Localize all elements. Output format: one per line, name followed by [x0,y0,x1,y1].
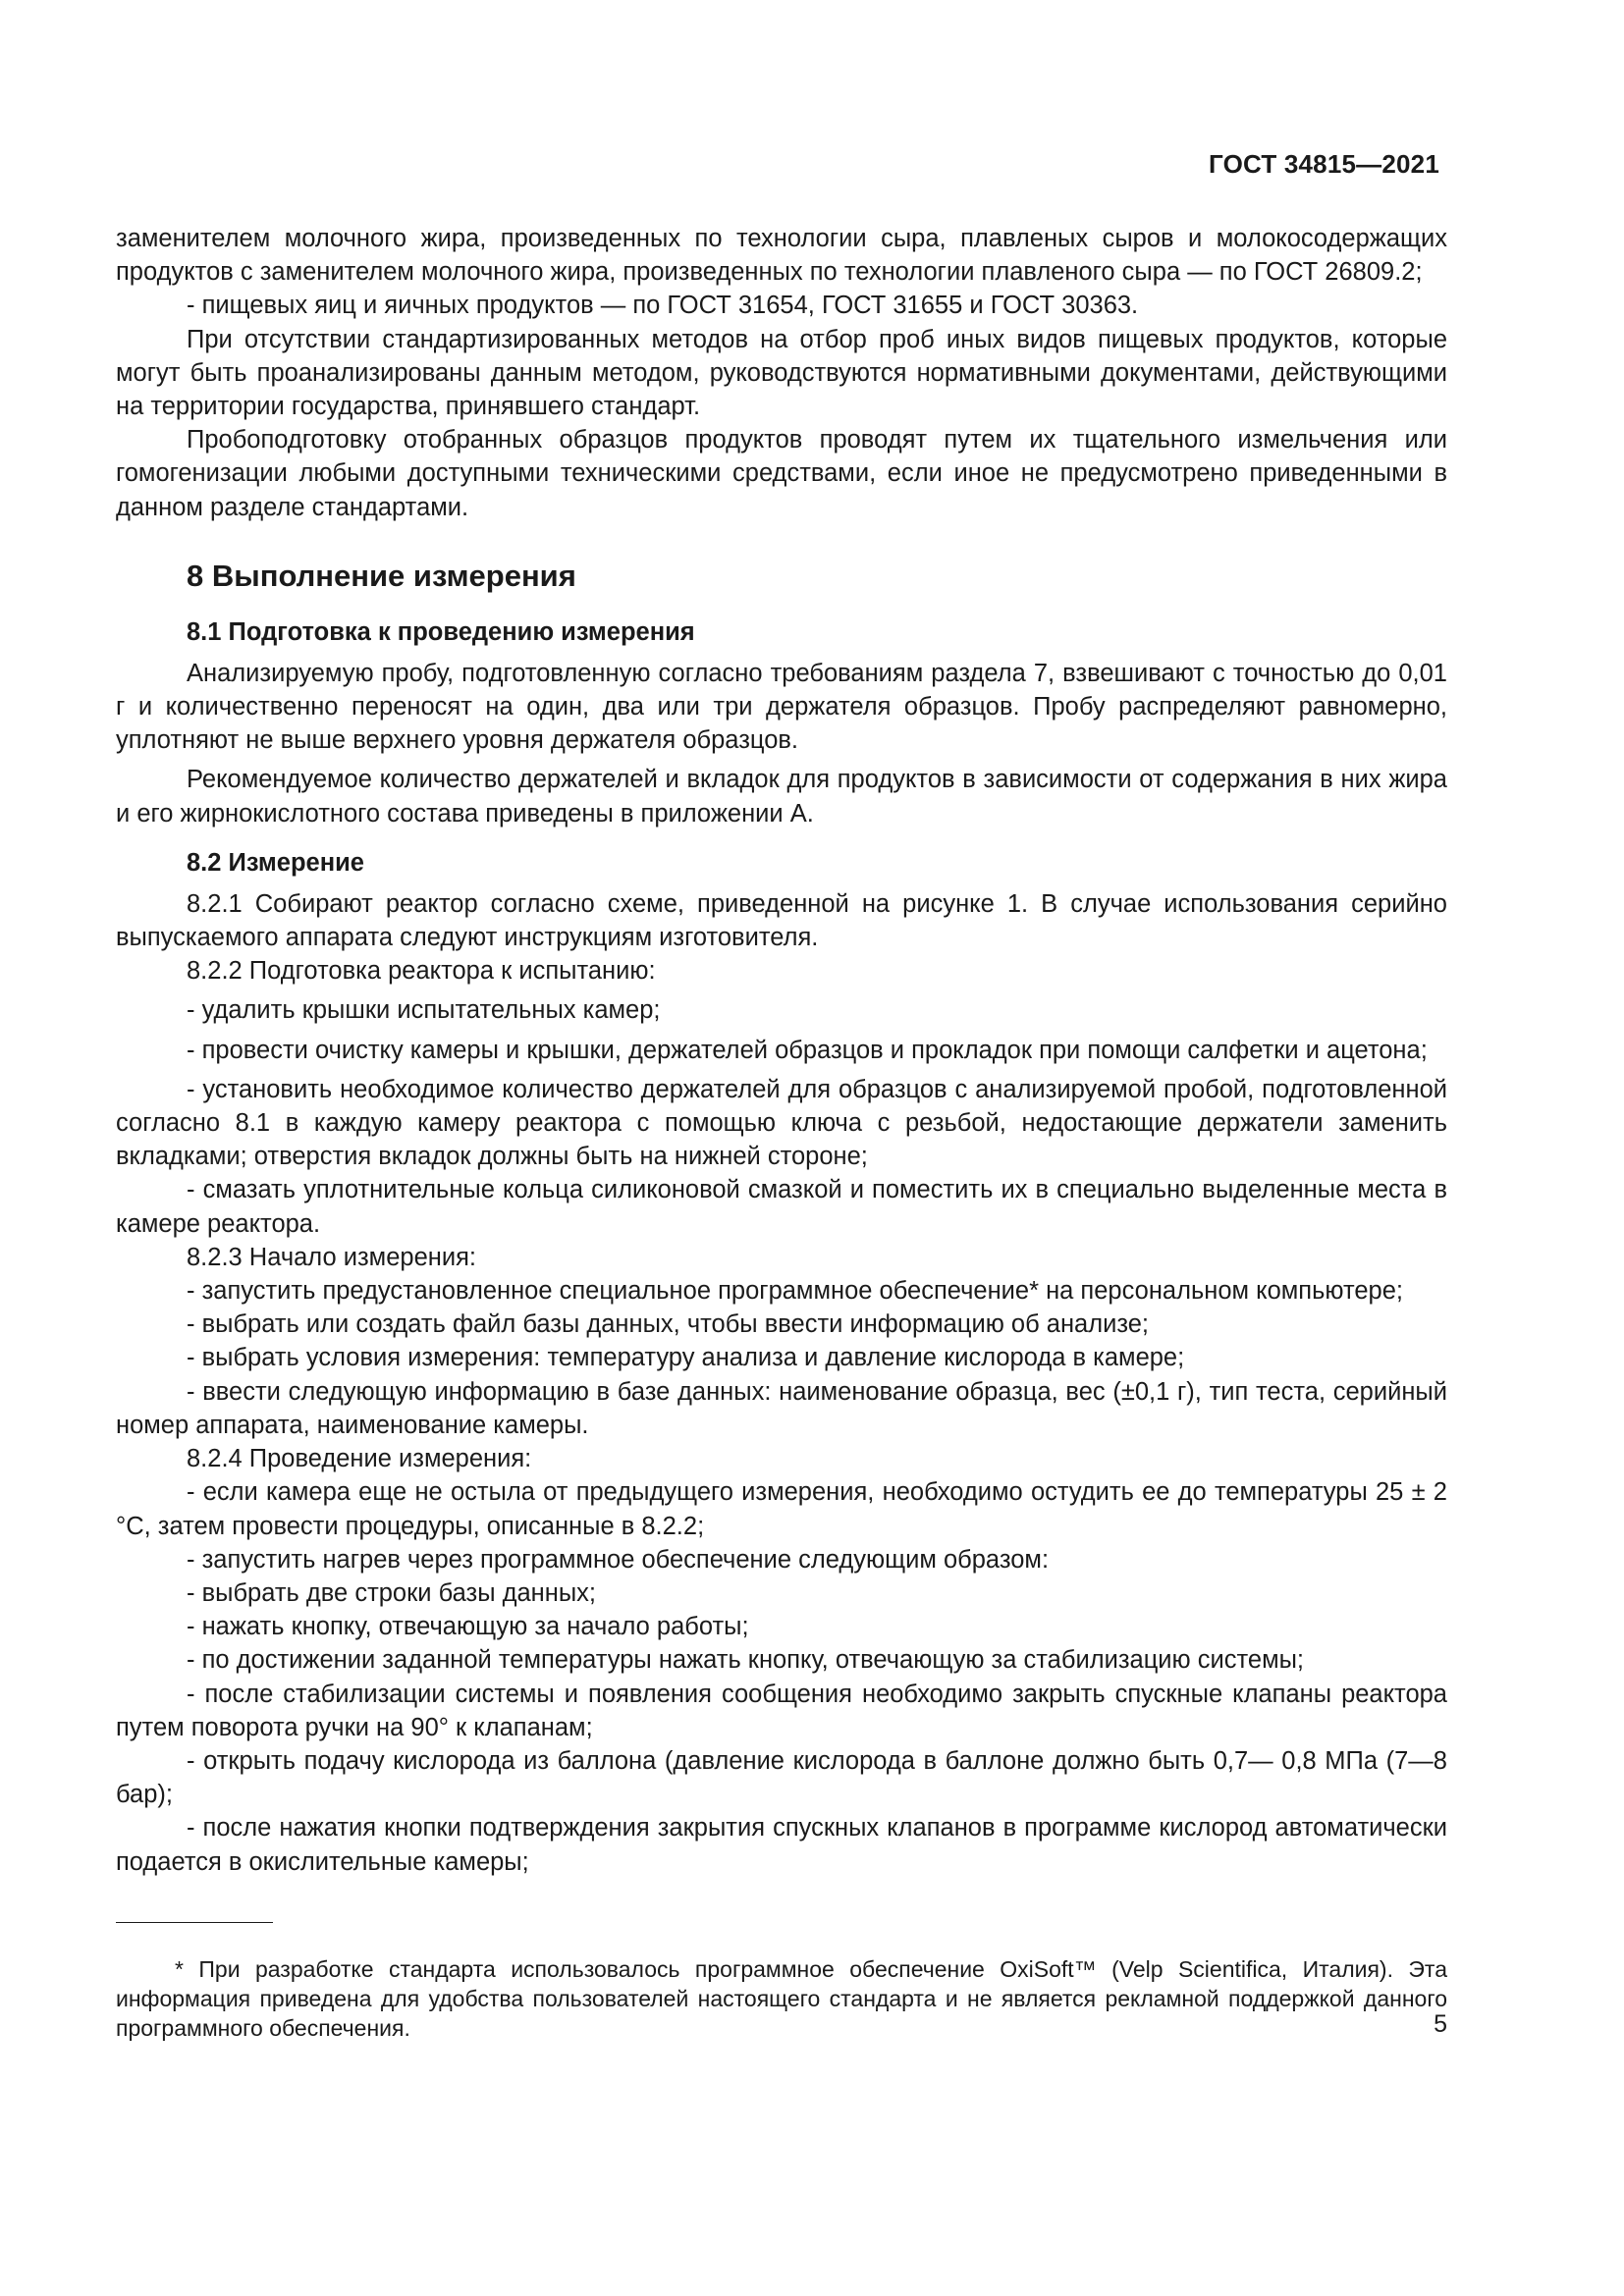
intro-paragraph: заменителем молочного жира, произведенных по технологии сыра, плавленых сыров и молокосодержащих продуктов с заменителем молочного жира, произведенных по технологии плавленого сыра — по ГОСТ 26809.2; [116,225,1447,287]
section-8-heading: 8 Выполнение измерения [187,558,576,593]
list-item: - ввести следующую информацию в базе данных: наименование образца, вес (±0,1 г), тип теста, серийный номер аппарата, наименование камеры. [116,1377,1447,1439]
list-item: - выбрать условия измерения: температуру анализа и давление кислорода в камере; [187,1344,1185,1372]
list-item: - выбрать или создать файл базы данных, чтобы ввести информацию об анализе; [187,1310,1150,1339]
list-item: - провести очистку камеры и крышки, держателей образцов и прокладок при помощи салфетки и ацетона; [187,1036,1428,1064]
list-item: - если камера еще не остыла от предыдущего измерения, необходимо остудить ее до температуры 25 ± 2 °С, затем провести процедуры, описанные в 8.2.2; [116,1478,1447,1540]
list-item: - нажать кнопку, отвечающую за начало работы; [187,1613,749,1641]
clause-8-2-4: 8.2.4 Проведение измерения: [187,1445,532,1473]
subsection-8-2-heading: 8.2 Измерение [187,848,364,877]
clause-8-2-2: 8.2.2 Подготовка реактора к испытанию: [187,957,656,986]
footnote: * При разработке стандарта использовалось программное обеспечение OxiSoft™ (Velp Scientifica, Италия). Эта информация приведена для удобства пользователей настоящего стандарта и не является рекламной поддержкой данного программного обеспечения. [116,1956,1447,2041]
subsection-8-1-paragraph: Рекомендуемое количество держателей и вкладок для продуктов в зависимости от содержания в них жира и его жирнокислотного состава приведены в приложении А. [116,766,1447,828]
intro-paragraph: При отсутствии стандартизированных методов на отбор проб иных видов пищевых продуктов, которые могут быть проанализированы данным методом, руководствуются нормативными документами, действующими на территории государства, принявшего стандарт. [116,325,1447,421]
document-code-header: ГОСТ 34815—2021 [1209,149,1439,179]
list-item: - выбрать две строки базы данных; [187,1578,597,1607]
list-item: - установить необходимое количество держателей для образцов с анализируемой пробой, подготовленной согласно 8.1 в каждую камеру реактора с помощью ключа с резьбой, недостающие держатели заменить вкладками; отверстия вкладок должны быть на нижней стороне; [116,1075,1447,1171]
subsection-8-1-heading: 8.1 Подготовка к проведению измерения [187,617,695,646]
page-number: 5 [1434,2010,1447,2038]
subsection-8-1-paragraph: Анализируемую пробу, подготовленную согласно требованиям раздела 7, взвешивают с точностью до 0,01 г и количественно переносят на один, два или три держателя образцов. Пробу распределяют равномерно, уплотняют не выше верхнего уровня держателя образцов. [116,659,1447,755]
list-item: - после стабилизации системы и появления сообщения необходимо закрыть спускные клапаны реактора путем поворота ручки на 90° к клапанам; [116,1680,1447,1741]
list-item: - удалить крышки испытательных камер; [187,996,661,1025]
list-item: - по достижении заданной температуры нажать кнопку, отвечающую за стабилизацию системы; [187,1646,1305,1675]
clause-8-2-1: 8.2.1 Собирают реактор согласно схеме, приведенной на рисунке 1. В случае использования серийно выпускаемого аппарата следуют инструкциям изготовителя. [116,889,1447,952]
list-item: - после нажатия кнопки подтверждения закрытия спускных клапанов в программе кислород автоматически подается в окислительные камеры; [116,1814,1447,1876]
list-item: - запустить предустановленное специальное программное обеспечение* на персональном компьютере; [187,1277,1403,1306]
intro-paragraph: Пробоподготовку отобранных образцов продуктов проводят путем их тщательного измельчения или гомогенизации любыми доступными техническими средствами, если иное не предусмотрено приведенными в данном разделе стандартами. [116,426,1447,521]
list-item: - открыть подачу кислорода из баллона (давление кислорода в баллоне должно быть 0,7— 0,8 МПа (7—8 бар); [116,1746,1447,1809]
clause-8-2-3: 8.2.3 Начало измерения: [187,1243,476,1271]
intro-list-item: - пищевых яиц и яичных продуктов — по ГОСТ 31654, ГОСТ 31655 и ГОСТ 30363. [187,292,1139,320]
list-item: - запустить нагрев через программное обеспечение следующим образом: [187,1545,1050,1574]
list-item: - смазать уплотнительные кольца силиконовой смазкой и поместить их в специально выделенные места в камере реактора. [116,1176,1447,1238]
page-body [116,222,1447,1879]
footnote-separator [116,1922,273,1923]
